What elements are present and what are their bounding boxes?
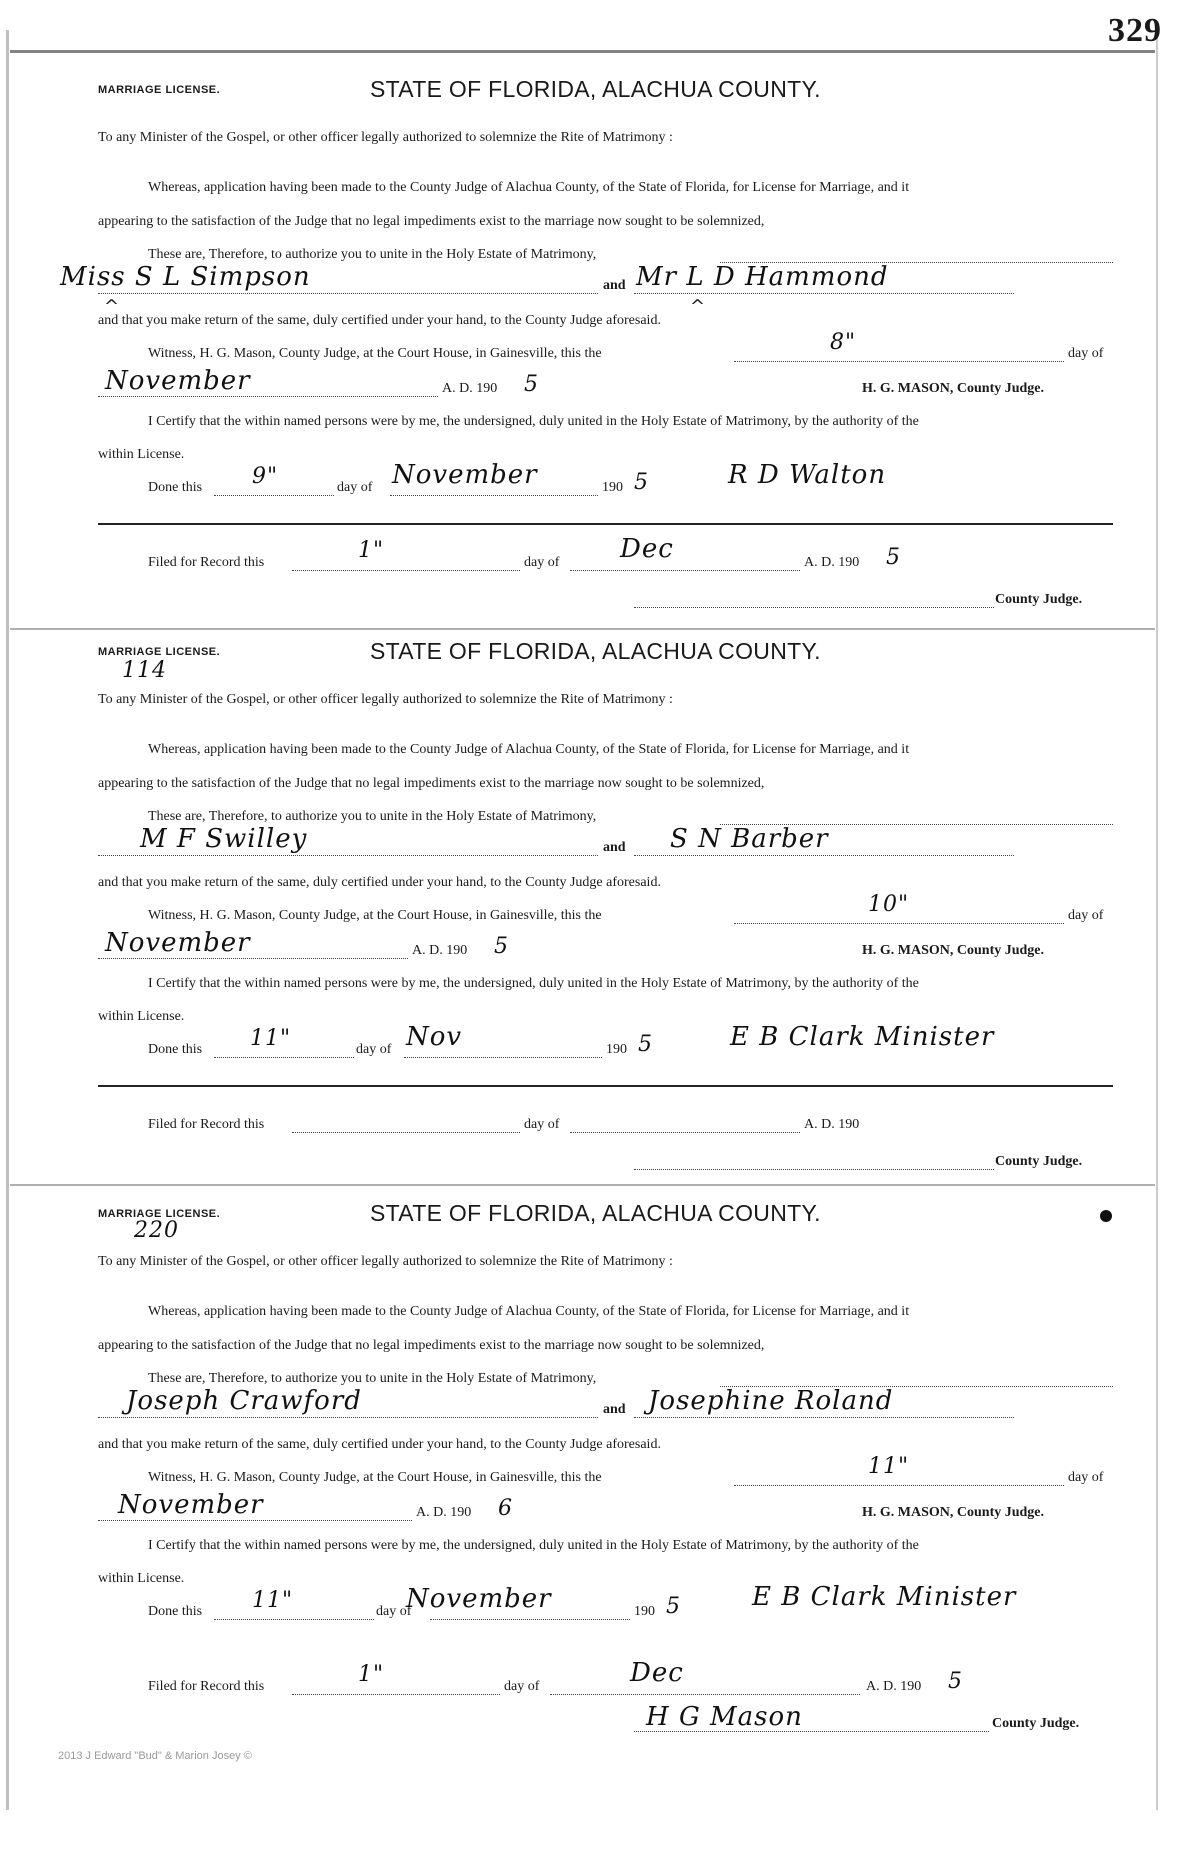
filed-day: 1"	[358, 538, 385, 563]
filed-ad-text: A. D. 190	[804, 1117, 860, 1132]
done-month-line	[390, 495, 598, 496]
whereas-text: Whereas, application having been made to the County Judge of Alachua County, of the State of Florida, for License for Marriage, and it	[148, 180, 910, 195]
page-right-edge	[1156, 30, 1158, 1810]
license-label: MARRIAGE LICENSE.	[98, 646, 221, 658]
ad-text: A. D. 190	[442, 381, 498, 396]
done-day: 11"	[250, 1026, 292, 1051]
party-one-name: M F Swilley	[140, 824, 308, 854]
done-this-text: Done this	[148, 1604, 203, 1619]
done-month: November	[406, 1584, 552, 1614]
done-190-text: 190	[606, 1042, 627, 1057]
filed-text: Filed for Record this	[148, 1117, 265, 1132]
filed-month: Dec	[630, 1658, 684, 1688]
done-190-text: 190	[602, 480, 623, 495]
filed-day-of-text: day of	[524, 1117, 560, 1132]
filed-ad-text: A. D. 190	[804, 555, 860, 570]
witness-year: 5	[524, 372, 539, 397]
done-day-line	[214, 495, 334, 496]
done-month-line	[430, 1619, 630, 1620]
day-of-text: day of	[1068, 346, 1104, 361]
done-year: 5	[634, 470, 649, 495]
filed-day-of-text: day of	[524, 555, 560, 570]
county-judge-text: County Judge.	[995, 1154, 1083, 1169]
filed-ad-text: A. D. 190	[866, 1679, 922, 1694]
witness-month: November	[105, 928, 251, 958]
to-minister-text: To any Minister of the Gospel, or other officer legally authorized to solemnize the Rite of Matrimony :	[98, 130, 673, 145]
day-of-text: day of	[1068, 1470, 1104, 1485]
and-text: and	[603, 1402, 626, 1417]
within-license-text: within License.	[98, 1009, 185, 1024]
return-text: and that you make return of the same, duly certified under your hand, to the County Judge aforesaid.	[98, 313, 661, 328]
done-190-text: 190	[634, 1604, 655, 1619]
done-day-of-text: day of	[356, 1042, 392, 1057]
officiant-signature: E B Clark Minister	[730, 1022, 995, 1052]
done-day-of-text: day of	[337, 480, 373, 495]
within-license-text: within License.	[98, 1571, 185, 1586]
filed-text: Filed for Record this	[148, 1679, 265, 1694]
done-day: 11"	[252, 1588, 294, 1613]
and-text: and	[603, 278, 626, 293]
filed-day-of-text: day of	[504, 1679, 540, 1694]
officiant-signature: E B Clark Minister	[752, 1582, 1017, 1612]
certify-text: I Certify that the within named persons were by me, the undersigned, duly united in the Holy Estate of Matrimony, by the authority of the	[148, 414, 919, 429]
page-number: 329	[1108, 12, 1162, 49]
witness-day-line	[734, 923, 1064, 924]
these-are-text: These are, Therefore, to authorize you to unite in the Holy Estate of Matrimony,	[148, 1371, 597, 1386]
filed-day-line	[292, 570, 520, 571]
ad-text: A. D. 190	[412, 943, 468, 958]
done-month-line	[404, 1057, 602, 1058]
license-header: STATE OF FLORIDA, ALACHUA COUNTY.	[370, 76, 821, 102]
done-year: 5	[666, 1594, 681, 1619]
license-header: STATE OF FLORIDA, ALACHUA COUNTY.	[370, 1200, 821, 1226]
filed-day-line	[292, 1132, 520, 1133]
license-number: 114	[122, 658, 167, 683]
caret-mark: ^	[104, 296, 120, 317]
return-text: and that you make return of the same, duly certified under your hand, to the County Judge aforesaid.	[98, 1437, 661, 1452]
done-year: 5	[638, 1032, 653, 1057]
judge-text: H. G. MASON, County Judge.	[862, 1505, 1045, 1520]
officiant-signature: R D Walton	[728, 460, 887, 490]
witness-year: 5	[494, 934, 509, 959]
witness-day-line	[734, 361, 1064, 362]
witness-day: 11"	[868, 1454, 910, 1479]
appearing-text: appearing to the satisfaction of the Judge that no legal impediments exist to the marriage now sought to be solemnized,	[98, 776, 765, 791]
appearing-text: appearing to the satisfaction of the Judge that no legal impediments exist to the marriage now sought to be solemnized,	[98, 214, 765, 229]
and-text: and	[603, 840, 626, 855]
these-are-text: These are, Therefore, to authorize you to unite in the Holy Estate of Matrimony,	[148, 247, 597, 262]
caret-mark: ^	[690, 296, 706, 317]
witness-day: 10"	[868, 892, 910, 917]
filed-month-line	[550, 1694, 860, 1695]
done-day-line	[214, 1619, 374, 1620]
party-two-line	[634, 855, 1014, 856]
witness-month-line	[98, 958, 408, 959]
license-header: STATE OF FLORIDA, ALACHUA COUNTY.	[370, 638, 821, 664]
judge-text: H. G. MASON, County Judge.	[862, 381, 1045, 396]
to-minister-text: To any Minister of the Gospel, or other officer legally authorized to solemnize the Rite of Matrimony :	[98, 692, 673, 707]
certify-text: I Certify that the within named persons were by me, the undersigned, duly united in the Holy Estate of Matrimony, by the authority of the	[148, 1538, 919, 1553]
party-one-name: Joseph Crawford	[126, 1386, 362, 1416]
filed-month-line	[570, 1132, 800, 1133]
witness-day-line	[734, 1485, 1064, 1486]
section-separator	[10, 1184, 1155, 1186]
party-two-name: Mr L D Hammond	[636, 262, 889, 292]
ad-text: A. D. 190	[416, 1505, 472, 1520]
party-two-name: S N Barber	[670, 824, 829, 854]
ink-dot	[1100, 1210, 1112, 1222]
county-judge-line	[634, 607, 994, 608]
witness-day: 8"	[830, 330, 857, 355]
filed-year: 5	[886, 545, 901, 570]
done-this-text: Done this	[148, 480, 203, 495]
done-month: Nov	[406, 1022, 463, 1052]
page-top-rule	[10, 50, 1155, 53]
party-one-line	[98, 1417, 598, 1418]
copyright-notice: 2013 J Edward "Bud" & Marion Josey ©	[58, 1750, 252, 1762]
witness-month-line	[98, 1520, 412, 1521]
to-minister-text: To any Minister of the Gospel, or other officer legally authorized to solemnize the Rite of Matrimony :	[98, 1254, 673, 1269]
done-day: 9"	[252, 464, 279, 489]
witness-text: Witness, H. G. Mason, County Judge, at the Court House, in Gainesville, this the	[148, 1470, 602, 1485]
filed-day-line	[292, 1694, 500, 1695]
done-this-text: Done this	[148, 1042, 203, 1057]
witness-month: November	[105, 366, 251, 396]
whereas-text: Whereas, application having been made to the County Judge of Alachua County, of the State of Florida, for License for Marriage, and it	[148, 742, 910, 757]
whereas-text: Whereas, application having been made to the County Judge of Alachua County, of the State of Florida, for License for Marriage, and it	[148, 1304, 910, 1319]
witness-month-line	[98, 396, 438, 397]
party-one-line	[98, 293, 598, 294]
party-two-name: Josephine Roland	[648, 1386, 894, 1416]
done-day-line	[214, 1057, 354, 1058]
appearing-text: appearing to the satisfaction of the Judge that no legal impediments exist to the marriage now sought to be solemnized,	[98, 1338, 765, 1353]
witness-month: November	[118, 1490, 264, 1520]
within-license-text: within License.	[98, 447, 185, 462]
party-two-line	[634, 1417, 1014, 1418]
county-judge-line	[634, 1169, 994, 1170]
witness-text: Witness, H. G. Mason, County Judge, at the Court House, in Gainesville, this the	[148, 346, 602, 361]
license-divider	[98, 1085, 1113, 1087]
license-divider	[98, 523, 1113, 525]
return-text: and that you make return of the same, duly certified under your hand, to the County Judge aforesaid.	[98, 875, 661, 890]
filed-year: 5	[948, 1669, 963, 1694]
party-two-line	[634, 293, 1014, 294]
section-separator	[10, 628, 1155, 630]
day-of-text: day of	[1068, 908, 1104, 923]
county-judge-text: County Judge.	[992, 1716, 1080, 1731]
filed-month: Dec	[620, 534, 674, 564]
done-day-of-text: day of	[376, 1604, 412, 1619]
license-label: MARRIAGE LICENSE.	[98, 84, 221, 96]
county-judge-text: County Judge.	[995, 592, 1083, 607]
filed-month-line	[570, 570, 800, 571]
license-label: MARRIAGE LICENSE.	[98, 1208, 221, 1220]
page-left-edge	[6, 30, 9, 1810]
these-are-text: These are, Therefore, to authorize you to unite in the Holy Estate of Matrimony,	[148, 809, 597, 824]
filed-day: 1"	[358, 1662, 385, 1687]
license-number: 220	[134, 1218, 179, 1243]
party-one-name: Miss S L Simpson	[60, 262, 311, 292]
certify-text: I Certify that the within named persons were by me, the undersigned, duly united in the Holy Estate of Matrimony, by the authority of the	[148, 976, 919, 991]
county-judge-signature: H G Mason	[646, 1702, 803, 1732]
witness-year: 6	[498, 1496, 513, 1521]
filed-text: Filed for Record this	[148, 555, 265, 570]
party-one-line	[98, 855, 598, 856]
done-month: November	[392, 460, 538, 490]
witness-text: Witness, H. G. Mason, County Judge, at the Court House, in Gainesville, this the	[148, 908, 602, 923]
judge-text: H. G. MASON, County Judge.	[862, 943, 1045, 958]
